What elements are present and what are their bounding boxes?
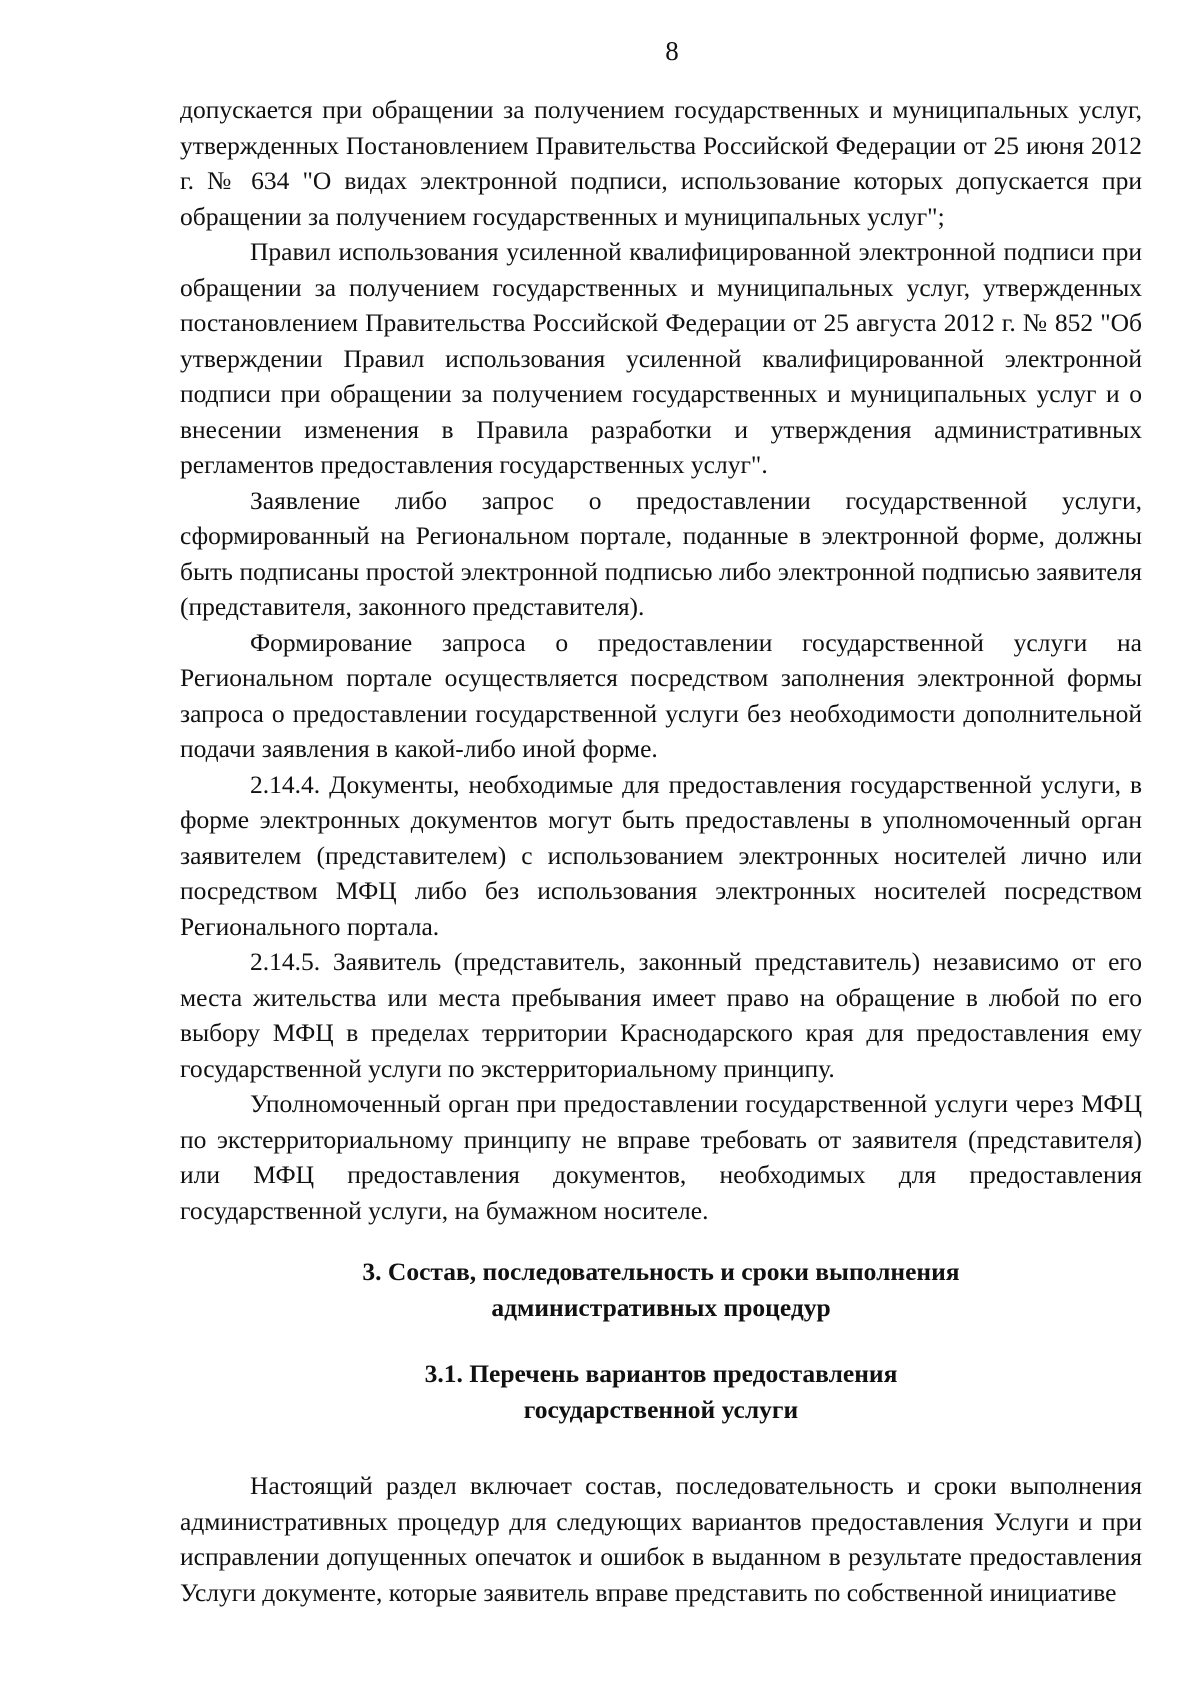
paragraph-request-forming: Формирование запроса о предоставлении государственной услуги на Региональном портале осуществляется посредством заполнения электронной формы запроса о предоставлении государственной услуги без необходимости дополнительной подачи заявления в какой-либо иной форме. [180, 627, 1142, 763]
paragraph-2-14-5: 2.14.5. Заявитель (представитель, законный представитель) независимо от его места жительства или места пребывания имеет право на обращение в любой по его выбору МФЦ в пределах территории Краснодарского края для предоставления ему государственной услуги по экстерриториальному принципу. [180, 947, 1142, 1083]
paragraph-section-intro: Настоящий раздел включает состав, последовательность и сроки выполнения административных процедур для следующих вариантов предоставления Услуги и при исправлении допущенных опечаток и ошибок в выданном в результате предоставления Услуги документе, которые заявитель вправе представить по собственной инициативе [180, 1471, 1142, 1607]
subsection-heading-line-2: государственной услуги [523, 1395, 799, 1424]
subsection-heading-line-1: 3.1. Перечень вариантов предоставления [424, 1359, 898, 1388]
page-number: 8 [665, 36, 679, 66]
section-heading [180, 1254, 1142, 1326]
document-body [180, 92, 1142, 1610]
section-heading-line-2: административных процедур [491, 1293, 831, 1322]
paragraph-authorized-body: Уполномоченный орган при предоставлении государственной услуги через МФЦ по экстерриториальному принципу не вправе требовать от заявителя (представителя) или МФЦ предоставления документов, необходимых для предоставления государственной услуги, на бумажном носителе. [180, 1089, 1142, 1225]
paragraph-application: Заявление либо запрос о предоставлении государственной услуги, сформированный на Региональном портале, поданные в электронной форме, должны быть подписаны простой электронной подписью либо электронной подписью заявителя (представителя, законного представителя). [180, 485, 1142, 621]
paragraph-rules: Правил использования усиленной квалифицированной электронной подписи при обращении за получением государственных и муниципальных услуг, утвержденных постановлением Правительства Российской Федерации от 25 августа 2012 г. № 852 "Об утверждении Правил использования усиленной квалифицированной электронной подписи при обращении за получением государственных и муниципальных услуг и о внесении изменения в Правила разработки и утверждения административных регламентов предоставления государственных услуг". [180, 237, 1142, 479]
paragraph-continuation: допускается при обращении за получением государственных и муниципальных услуг, утвержденных Постановлением Правительства Российской Федерации от 25 июня 2012 г. № 634 "О видах электронной подписи, использование которых допускается при обращении за получением государственных и муниципальных услуг"; [180, 95, 1142, 231]
paragraph-2-14-4: 2.14.4. Документы, необходимые для предоставления государственной услуги, в форме электронных документов могут быть предоставлены в уполномоченный орган заявителем (представителем) с использованием электронных носителей лично или посредством МФЦ либо без использования электронных носителей посредством Регионального портала. [180, 769, 1142, 941]
subsection-heading [180, 1356, 1142, 1428]
section-heading-line-1: 3. Состав, последовательность и сроки выполнения [362, 1257, 960, 1286]
